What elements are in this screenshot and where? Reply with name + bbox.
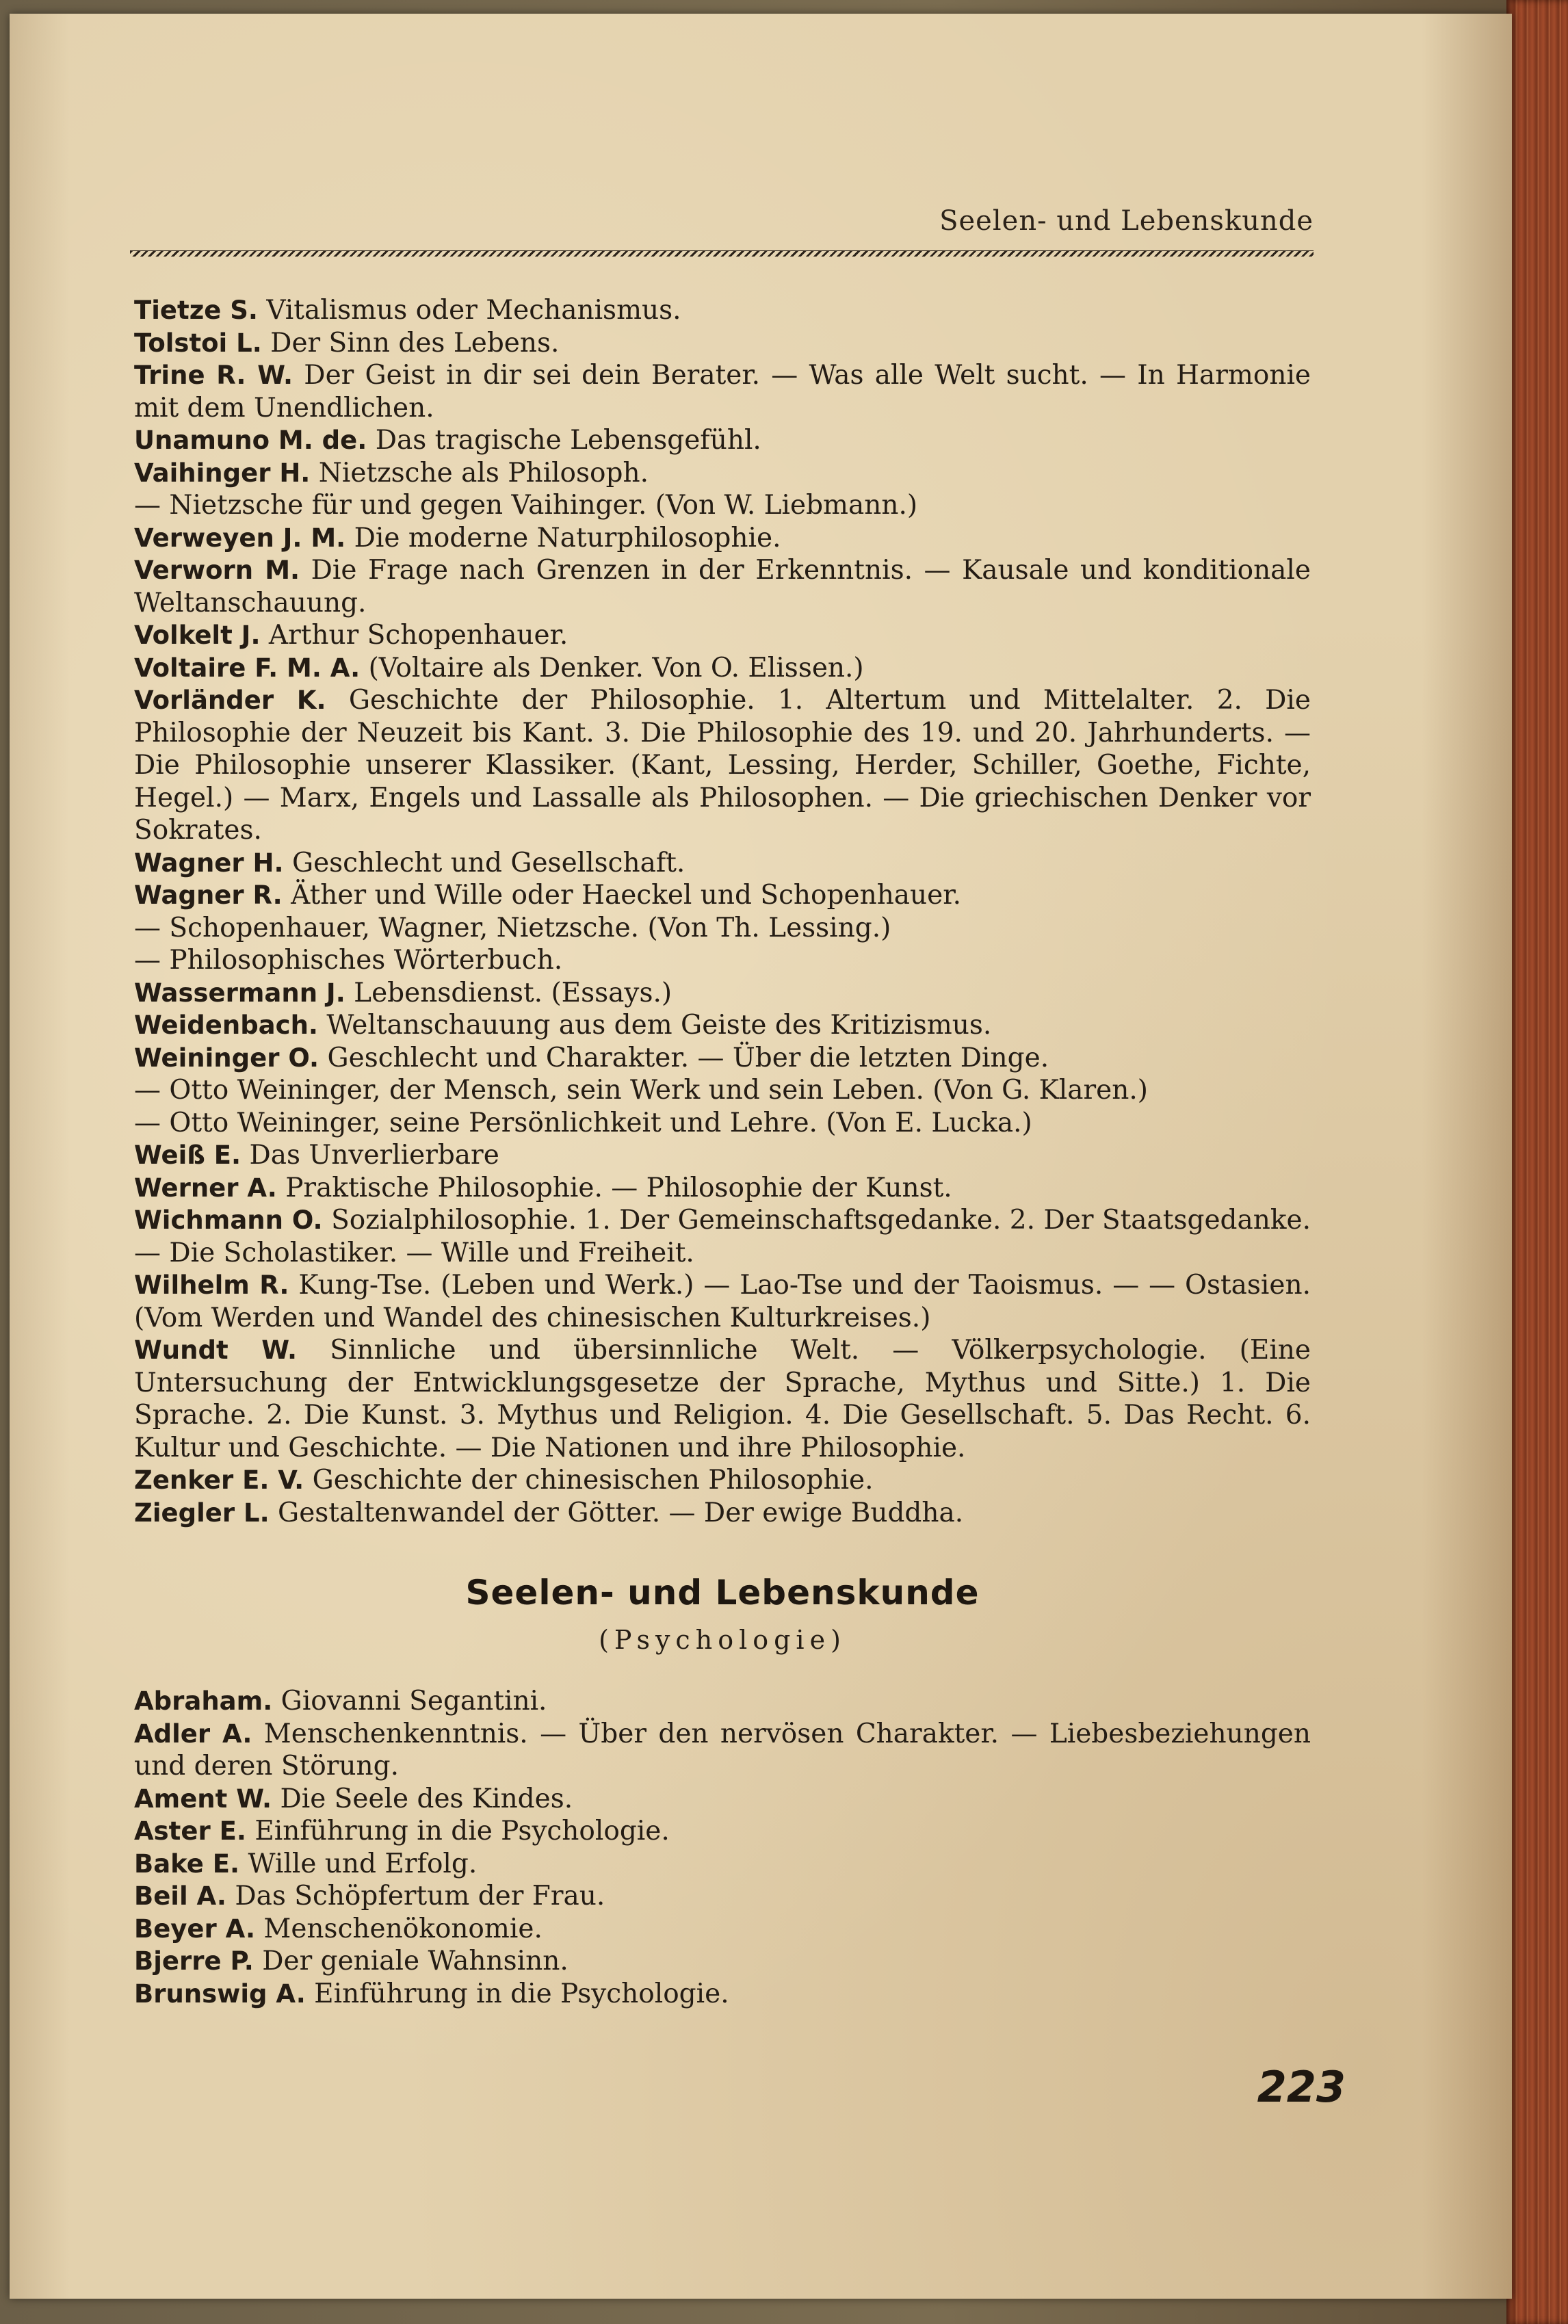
bibliography-entry bbox=[134, 489, 1311, 522]
entry-title: Nietzsche als Philosoph. bbox=[318, 457, 649, 488]
bibliography-entry bbox=[134, 424, 1311, 457]
entry-title: Praktische Philosophie. — Philosophie der Kunst. bbox=[285, 1172, 952, 1203]
entry-author: Voltaire F. M. A. bbox=[134, 653, 361, 683]
bibliography-entry bbox=[134, 1139, 1311, 1172]
entry-title: Äther und Wille oder Haeckel und Schopenhauer. bbox=[291, 880, 962, 911]
bibliography-entry bbox=[134, 359, 1311, 424]
entry-title: Geschlecht und Charakter. — Über die letzten Dinge. bbox=[327, 1042, 1049, 1073]
entries-bottom-list bbox=[134, 1685, 1311, 2010]
bibliography-entry bbox=[134, 1204, 1311, 1269]
entry-title: Einführung in die Psychologie. bbox=[314, 1978, 729, 2009]
entry-author: Verworn M. bbox=[134, 556, 300, 585]
bibliography-entry bbox=[134, 522, 1311, 555]
bibliography-entry bbox=[134, 554, 1311, 619]
entry-author: Beil A. bbox=[134, 1881, 226, 1911]
entry-title: Der Geist in dir sei dein Berater. — Was alle Welt sucht. — In Harmonie mit dem Unendlichen. bbox=[134, 360, 1311, 423]
entry-author: Bjerre P. bbox=[134, 1946, 254, 1976]
entry-title: — Philosophisches Wörterbuch. bbox=[134, 945, 563, 976]
entry-title: Die Seele des Kindes. bbox=[280, 1783, 573, 1814]
entry-author: Wilhelm R. bbox=[134, 1270, 289, 1300]
entry-author: Bake E. bbox=[134, 1849, 240, 1879]
bibliography-entry bbox=[134, 1269, 1311, 1334]
entry-author: Tietze S. bbox=[134, 296, 258, 325]
bibliography-entry bbox=[134, 1913, 1311, 1946]
bibliography-entry bbox=[134, 879, 1311, 912]
bibliography-entry bbox=[134, 1880, 1311, 1913]
entry-title: — Otto Weininger, der Mensch, sein Werk und sein Leben. (Von G. Klaren.) bbox=[134, 1075, 1148, 1106]
entry-title: Das Schöpfertum der Frau. bbox=[235, 1881, 605, 1911]
bibliography-entry bbox=[134, 977, 1311, 1010]
page-content bbox=[134, 294, 1311, 2010]
bibliography-entry bbox=[134, 1848, 1311, 1881]
entry-author: Vorländer K. bbox=[134, 686, 326, 715]
entry-author: Wagner H. bbox=[134, 848, 284, 878]
bibliography-entry bbox=[134, 1815, 1311, 1848]
entry-title: Vitalismus oder Mechanismus. bbox=[266, 295, 681, 326]
entry-title: Sinnliche und übersinnliche Welt. — Völkerpsychologie. (Eine Untersuchung der Entwicklungsgesetze der Sprache, Mythus und Sitte.) 1. Die Sprache. 2. Die Kunst. 3. Mythus und Religion. 4. Die Gesellschaft. 5. Das Recht. 6. Kultur und Geschichte. — Die Nationen und ihre Philosophie. bbox=[134, 1335, 1311, 1463]
entry-author: Weininger O. bbox=[134, 1043, 319, 1073]
bibliography-entry bbox=[134, 1009, 1311, 1042]
bibliography-entry bbox=[134, 1074, 1311, 1107]
page-number: 223 bbox=[1257, 2062, 1346, 2112]
entry-author: Verweyen J. M. bbox=[134, 523, 346, 553]
entry-title: Gestaltenwandel der Götter. — Der ewige Buddha. bbox=[278, 1497, 964, 1528]
entry-title: Menschenökonomie. bbox=[263, 1913, 543, 1944]
entry-author: Adler A. bbox=[134, 1719, 252, 1749]
section-subtitle: (Psychologie) bbox=[599, 1625, 846, 1655]
entry-author: Aster E. bbox=[134, 1816, 246, 1846]
entry-title: Einführung in die Psychologie. bbox=[254, 1816, 670, 1846]
running-header: Seelen- und Lebenskunde bbox=[939, 205, 1314, 237]
bibliography-entry bbox=[134, 1172, 1311, 1205]
entry-title: — Nietzsche für und gegen Vaihinger. (Von W. Liebmann.) bbox=[134, 490, 918, 521]
entry-title: Lebensdienst. (Essays.) bbox=[354, 977, 672, 1008]
entry-title: Giovanni Segantini. bbox=[280, 1686, 547, 1716]
entry-title: Der geniale Wahnsinn. bbox=[262, 1946, 569, 1976]
entry-title: Das Unverlierbare bbox=[249, 1140, 499, 1171]
section-title: Seelen- und Lebenskunde bbox=[465, 1573, 980, 1613]
bibliography-entry bbox=[134, 684, 1311, 847]
entry-author: Ziegler L. bbox=[134, 1498, 270, 1528]
bibliography-entry bbox=[134, 847, 1311, 880]
bibliography-entry bbox=[134, 1464, 1311, 1497]
entry-author: Tolstoi L. bbox=[134, 328, 262, 358]
book-edge bbox=[1506, 0, 1568, 2324]
entry-author: Vaihinger H. bbox=[134, 458, 311, 488]
entry-author: Werner A. bbox=[134, 1173, 277, 1203]
entry-title: Die Frage nach Grenzen in der Erkenntnis. — Kausale und konditionale Weltanschauung. bbox=[134, 555, 1311, 618]
bibliography-entry bbox=[134, 1107, 1311, 1140]
bibliography-entry bbox=[134, 1497, 1311, 1530]
entry-title: Die moderne Naturphilosophie. bbox=[354, 522, 781, 553]
entry-title: — Schopenhauer, Wagner, Nietzsche. (Von Th. Lessing.) bbox=[134, 912, 891, 943]
bibliography-entry bbox=[134, 294, 1311, 327]
entry-author: Wagner R. bbox=[134, 880, 283, 910]
entry-title: (Voltaire als Denker. Von O. Elissen.) bbox=[368, 652, 864, 683]
bibliography-entry bbox=[134, 1718, 1311, 1783]
bibliography-entry bbox=[134, 1945, 1311, 1978]
entry-author: Beyer A. bbox=[134, 1914, 256, 1944]
header-rule bbox=[130, 250, 1314, 257]
bibliography-entry bbox=[134, 619, 1311, 652]
entry-title: Wille und Erfolg. bbox=[248, 1848, 478, 1879]
entry-author: Trine R. W. bbox=[134, 361, 293, 390]
entry-author: Wundt W. bbox=[134, 1335, 298, 1365]
entry-author: Ament W. bbox=[134, 1784, 272, 1814]
entry-title: Kung-Tse. (Leben und Werk.) — Lao-Tse und der Taoismus. — — Ostasien. (Vom Werden und Wandel des chinesischen Kulturkreises.) bbox=[134, 1270, 1311, 1333]
bibliography-entry bbox=[134, 1685, 1311, 1718]
entry-title: Weltanschauung aus dem Geiste des Kritizismus. bbox=[326, 1010, 992, 1041]
entry-author: Zenker E. V. bbox=[134, 1465, 304, 1495]
entry-title: Geschichte der Philosophie. 1. Altertum und Mittelalter. 2. Die Philosophie der Neuzeit bis Kant. 3. Die Philosophie des 19. und 20. Jahrhunderts. — Die Philosophie unserer Klassiker. (Kant, Lessing, Herder, Schiller, Goethe, Fichte, Hegel.) — Marx, Engels und Lassalle als Philosophen. — Die griechischen Denker vor Sokrates. bbox=[134, 685, 1311, 846]
bibliography-entry bbox=[134, 912, 1311, 945]
entries-top-list bbox=[134, 294, 1311, 1529]
bibliography-entry bbox=[134, 1042, 1311, 1075]
bibliography-entry bbox=[134, 1334, 1311, 1464]
entry-title: — Otto Weininger, seine Persönlichkeit und Lehre. (Von E. Lucka.) bbox=[134, 1107, 1032, 1138]
entry-title: Menschenkenntnis. — Über den nervösen Charakter. — Liebesbeziehungen und deren Störung. bbox=[134, 1718, 1311, 1781]
entry-title: Geschlecht und Gesellschaft. bbox=[291, 847, 685, 878]
bibliography-entry bbox=[134, 327, 1311, 360]
entry-title: Das tragische Lebensgefühl. bbox=[375, 425, 761, 456]
entry-author: Weidenbach. bbox=[134, 1010, 318, 1040]
bibliography-entry bbox=[134, 652, 1311, 685]
entry-author: Volkelt J. bbox=[134, 621, 261, 650]
entry-author: Brunswig A. bbox=[134, 1979, 306, 2009]
bibliography-entry bbox=[134, 1783, 1311, 1816]
bibliography-entry bbox=[134, 944, 1311, 977]
entry-author: Wichmann O. bbox=[134, 1205, 323, 1235]
entry-title: Geschichte der chinesischen Philosophie. bbox=[312, 1465, 874, 1496]
entry-author: Weiß E. bbox=[134, 1140, 241, 1170]
bibliography-entry bbox=[134, 1978, 1311, 2011]
entry-author: Abraham. bbox=[134, 1686, 273, 1716]
entry-author: Unamuno M. de. bbox=[134, 426, 367, 455]
bibliography-entry bbox=[134, 457, 1311, 490]
entry-title: Arthur Schopenhauer. bbox=[268, 620, 569, 651]
entry-author: Wassermann J. bbox=[134, 978, 345, 1008]
entry-title: Sozialphilosophie. 1. Der Gemeinschaftsgedanke. 2. Der Staatsgedanke. — Die Scholastiker. — Wille und Freiheit. bbox=[134, 1205, 1311, 1268]
entry-title: Der Sinn des Lebens. bbox=[270, 327, 560, 358]
